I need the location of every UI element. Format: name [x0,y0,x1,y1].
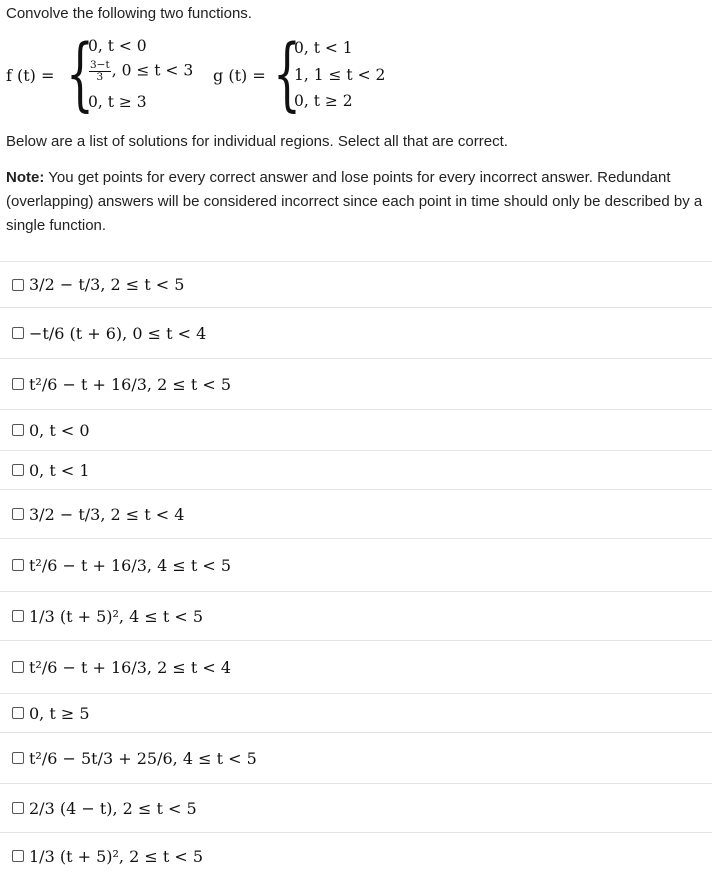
f-case-1: 0, t < 0 [88,37,147,55]
g-case-2: 1, 1 ≤ t < 2 [294,66,386,84]
option-12[interactable] [0,783,712,832]
option-6[interactable] [0,489,712,538]
option-label: 0, t ≥ 5 [29,703,90,723]
checkbox[interactable] [12,464,24,476]
option-label: t²/6 − 5t/3 + 25/6, 4 ≤ t < 5 [29,748,257,768]
option-8[interactable] [0,591,712,640]
option-3[interactable] [0,358,712,409]
option-label: 1/3 (t + 5)², 2 ≤ t < 5 [29,846,204,866]
checkbox[interactable] [12,559,24,571]
note-label: Note: [6,169,45,186]
option-label: t²/6 − t + 16/3, 4 ≤ t < 5 [29,555,232,575]
checkbox[interactable] [12,610,24,622]
option-label: t²/6 − t + 16/3, 2 ≤ t < 4 [29,657,232,677]
checkbox[interactable] [12,327,24,339]
checkbox[interactable] [12,424,24,436]
checkbox[interactable] [12,378,24,390]
checkbox[interactable] [12,661,24,673]
f-case-2-cond: 0 ≤ t < 3 [121,61,194,80]
g-label: g (t) = [213,66,266,85]
instructions: Below are a list of solutions for individual regions. Select all that are correct. [6,133,508,150]
f-case-3: 0, t ≥ 3 [88,93,147,111]
checkbox[interactable] [12,850,24,862]
option-11[interactable] [0,732,712,783]
g-case-1: 0, t < 1 [294,39,353,57]
option-2[interactable] [0,307,712,358]
note [6,166,711,238]
f-label: f (t) = [6,66,55,85]
option-4[interactable] [0,409,712,450]
option-label: 0, t < 0 [29,420,90,440]
option-1[interactable] [0,261,712,307]
checkbox[interactable] [12,508,24,520]
option-13[interactable] [0,832,712,879]
f-brace: { [66,27,94,120]
checkbox[interactable] [12,707,24,719]
checkbox[interactable] [12,752,24,764]
question-intro: Convolve the following two functions. [6,5,252,22]
answer-options [0,261,712,879]
checkbox[interactable] [12,802,24,814]
option-5[interactable] [0,450,712,489]
option-10[interactable] [0,693,712,732]
checkbox[interactable] [12,279,24,291]
option-label: −t/6 (t + 6), 0 ≤ t < 4 [29,323,207,343]
option-label: 1/3 (t + 5)², 4 ≤ t < 5 [29,606,204,626]
option-7[interactable] [0,538,712,591]
function-definitions [6,27,426,122]
f-frac-num: 3−t [90,59,110,71]
note-text: You get points for every correct answer and lose points for every incorrect answer. Redundant (overlapping) answers will be considered incorrect since each point in time should only be described by a single function. [6,169,703,234]
option-label: 3/2 − t/3, 2 ≤ t < 5 [29,275,185,294]
g-brace: { [273,27,301,120]
option-label: t²/6 − t + 16/3, 2 ≤ t < 5 [29,374,232,394]
option-9[interactable] [0,640,712,693]
option-label: 0, t < 1 [29,460,90,480]
f-case-2: $\frac{3-t}{3}$ , 0 ≤ t < 3 [90,59,194,83]
option-label: 2/3 (4 − t), 2 ≤ t < 5 [29,798,197,818]
f-frac-den: 3 [96,71,104,83]
g-case-3: 0, t ≥ 2 [294,92,353,110]
option-label: 3/2 − t/3, 2 ≤ t < 4 [29,504,185,524]
